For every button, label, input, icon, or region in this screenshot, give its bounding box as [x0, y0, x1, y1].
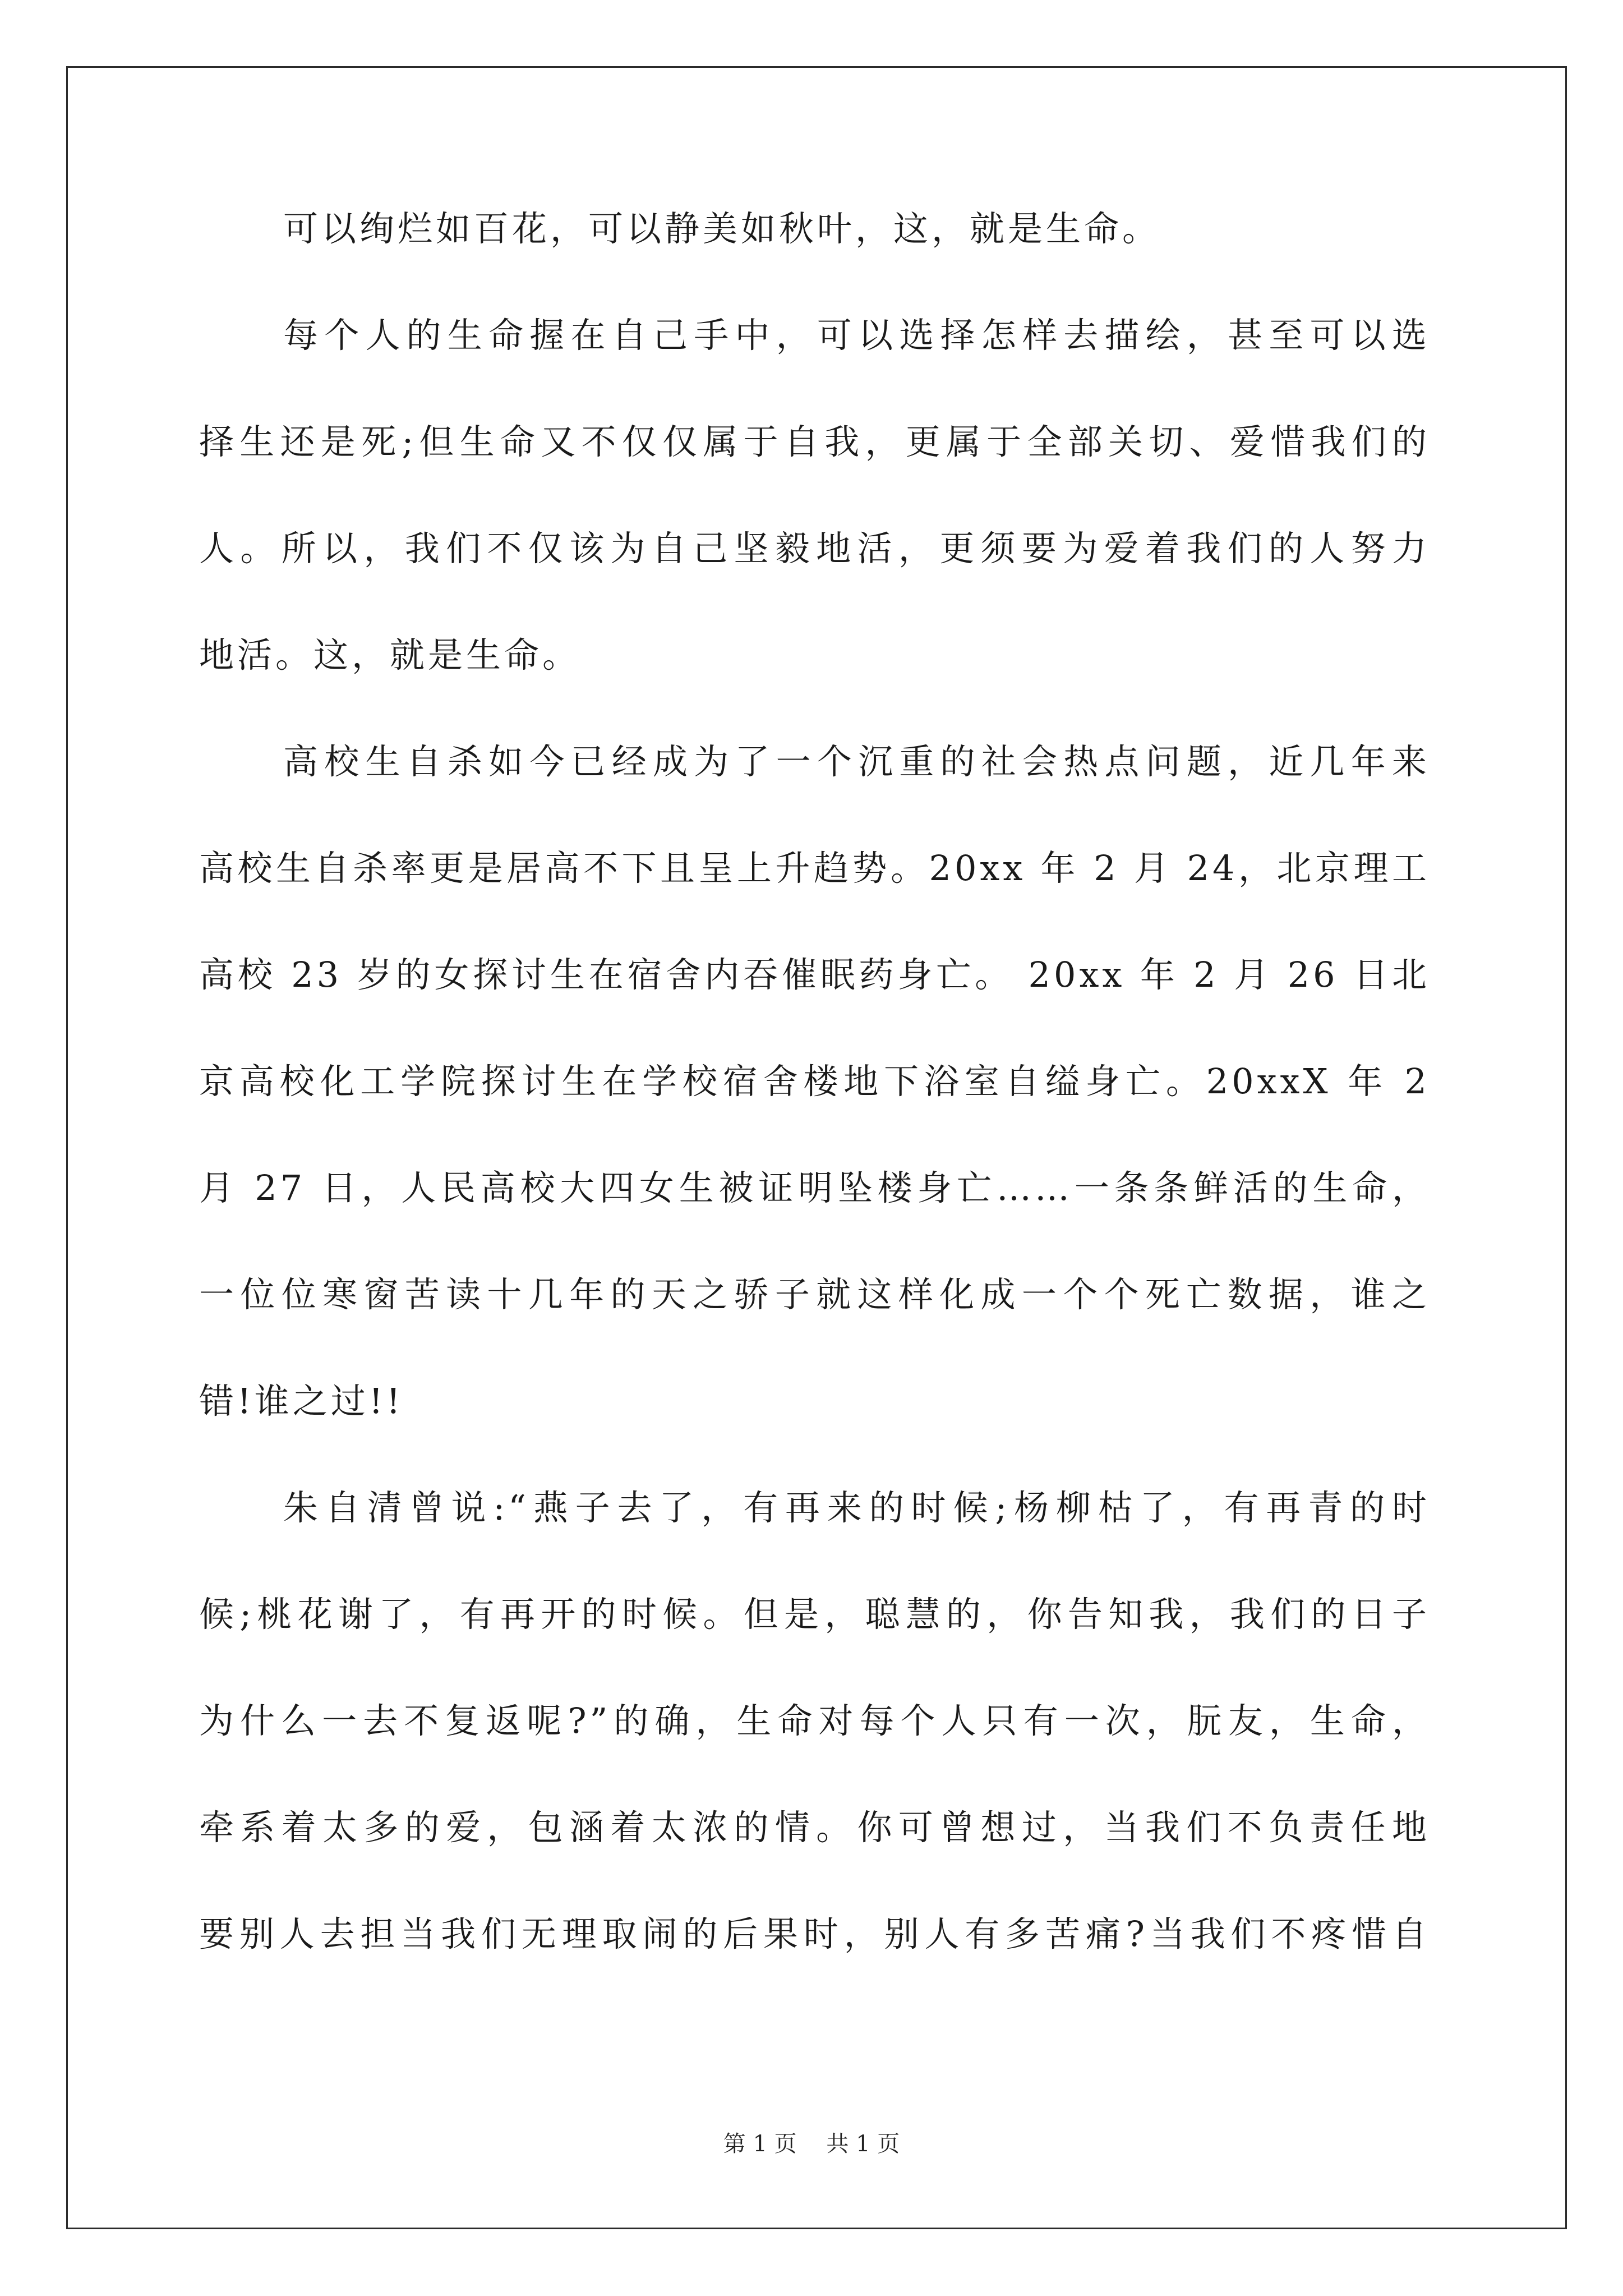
text-line: 朱自清曾说:“燕子去了，有再来的时候;杨柳枯了，有再青的时: [283, 1487, 1430, 1528]
text-line: 每个人的生命握在自己手中，可以选择怎样去描绘，甚至可以选: [283, 315, 1430, 356]
text-line: 高校生自杀率更是居高不下且呈上升趋势。20xx 年 2 月 24，北京理工: [199, 848, 1430, 889]
text-line: 地活。这，就是生命。: [199, 634, 581, 675]
text-line: 要别人去担当我们无理取闹的后果时，别人有多苦痛?当我们不疼惜自: [199, 1913, 1430, 1954]
text-line: 一位位寒窗苦读十几年的天之骄子就这样化成一个个死亡数据，谁之: [199, 1274, 1430, 1315]
text-line: 人。所以，我们不仅该为自己坚毅地活，更须要为爱着我们的人努力: [199, 528, 1430, 569]
page-number: 第 1 页: [723, 2131, 797, 2157]
text-line: 可以绚烂如百花，可以静美如秋叶，这，就是生命。: [283, 208, 1161, 249]
text-line: 候;桃花谢了，有再开的时候。但是，聪慧的，你告知我，我们的日子: [199, 1594, 1430, 1635]
paragraph-2: [199, 314, 1430, 676]
page-total: 共 1 页: [826, 2131, 900, 2157]
text-line: 京高校化工学院探讨生在学校宿舍楼地下浴室自缢身亡。20xxX 年 2: [199, 1061, 1430, 1102]
text-line: 错!谁之过!!: [199, 1381, 404, 1421]
paragraph-4: [199, 1487, 1430, 1955]
paragraph-3: [199, 740, 1430, 1422]
text-line: 牵系着太多的爱，包涵着太浓的情。你可曾想过，当我们不负责任地: [199, 1807, 1430, 1848]
page-footer: [0, 2126, 1623, 2158]
text-line: 高校 23 岁的女探讨生在宿舍内吞催眠药身亡。 20xx 年 2 月 26 日北: [199, 954, 1430, 995]
paragraph-1: [199, 208, 1430, 250]
document-body: [199, 208, 1430, 1955]
text-line: 高校生自杀如今已经成为了一个沉重的社会热点问题，近几年来: [283, 741, 1430, 782]
text-line: 月 27 日，人民高校大四女生被证明坠楼身亡……一条条鲜活的生命，: [199, 1167, 1430, 1208]
text-line: 为什么一去不复返呢?”的确，生命对每个人只有一次，朊友，生命，: [199, 1700, 1430, 1741]
text-line: 择生还是死;但生命又不仅仅属于自我，更属于全部关切、爱惜我们的: [199, 421, 1430, 462]
